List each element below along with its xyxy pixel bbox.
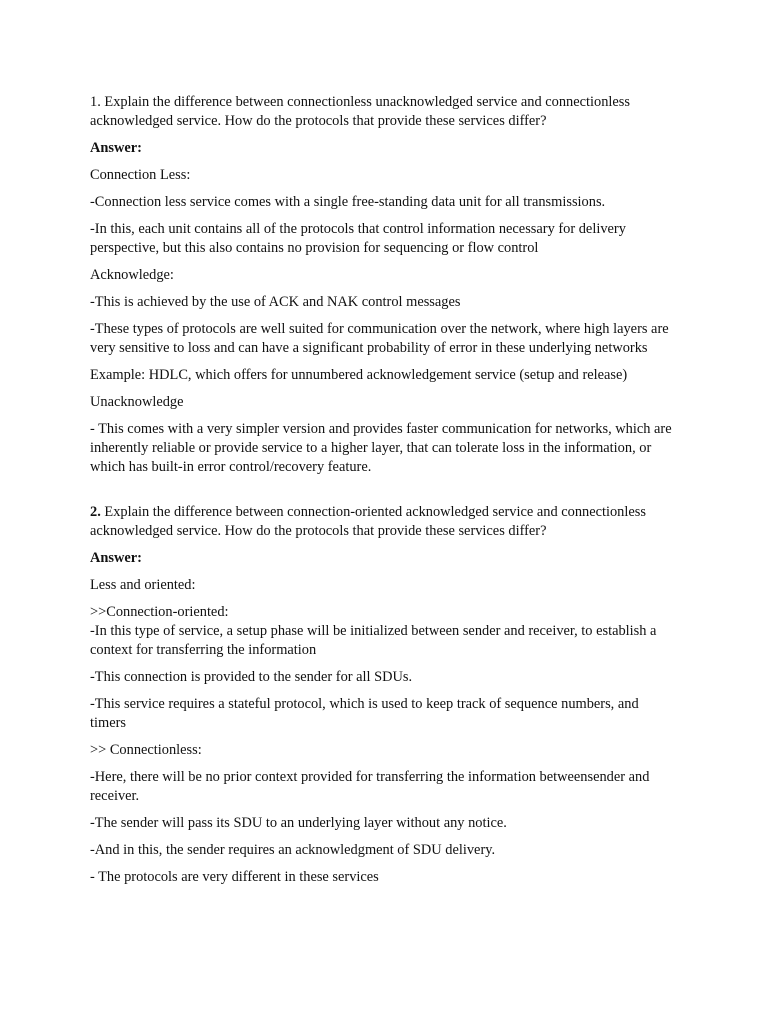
question-2 [90, 503, 678, 541]
answer-1-paragraph: Acknowledge: [90, 267, 174, 283]
question-2-number: 2. [90, 504, 101, 520]
answer-2-paragraph: -Here, there will be no prior context provided for transferring the information betweensender and receiver. [90, 769, 650, 804]
question-2-text: Explain the difference between connection-oriented acknowledged service and connectionless acknowledged service. How do the protocols that provide these services differ? [90, 504, 646, 539]
answer-2-label: Answer: [90, 550, 142, 566]
question-1-text: Explain the difference between connectionless unacknowledged service and connectionless acknowledged service. How do the protocols that provide these services differ? [90, 94, 630, 129]
answer-1-paragraph: Connection Less: [90, 167, 191, 183]
answer-2-paragraph: -This connection is provided to the sender for all SDUs. [90, 669, 413, 685]
answer-1-paragraph: Example: HDLC, which offers for unnumbered acknowledgement service (setup and release) [90, 367, 628, 383]
answer-1-paragraph: -These types of protocols are well suited for communication over the network, where high layers are very sensitive to loss and can have a significant probability of error in these underlying networks [90, 321, 669, 356]
document-page [90, 93, 678, 895]
answer-2-paragraph: -And in this, the sender requires an acknowledgment of SDU delivery. [90, 842, 496, 858]
answer-1-paragraph: -Connection less service comes with a single free-standing data unit for all transmissions. [90, 194, 606, 210]
answer-1-label: Answer: [90, 140, 142, 156]
answer-2-paragraph: -The sender will pass its SDU to an underlying layer without any notice. [90, 815, 507, 831]
answer-2-paragraph: >>Connection-oriented: [90, 604, 229, 620]
answer-2-paragraph: - The protocols are very different in these services [90, 869, 379, 885]
answer-2-paragraph: >> Connectionless: [90, 742, 202, 758]
answer-2-paragraph: Less and oriented: [90, 577, 196, 593]
answer-1-paragraph: Unacknowledge [90, 394, 184, 410]
answer-1-paragraph: -This is achieved by the use of ACK and NAK control messages [90, 294, 461, 310]
question-1 [90, 93, 678, 131]
answer-2-paragraph: -This service requires a stateful protocol, which is used to keep track of sequence numbers, and timers [90, 696, 639, 731]
answer-1-paragraph: - This comes with a very simpler version and provides faster communication for networks, which are inherently reliable or provide service to a higher layer, that can tolerate loss in the information, or which has built-in error control/recovery feature. [90, 421, 672, 475]
question-1-number: 1. [90, 94, 101, 110]
answer-2-paragraph: -In this type of service, a setup phase will be initialized between sender and receiver, to establish a context for transferring the information [90, 623, 657, 658]
answer-1-paragraph: -In this, each unit contains all of the protocols that control information necessary for delivery perspective, but this also contains no provision for sequencing or flow control [90, 221, 626, 256]
